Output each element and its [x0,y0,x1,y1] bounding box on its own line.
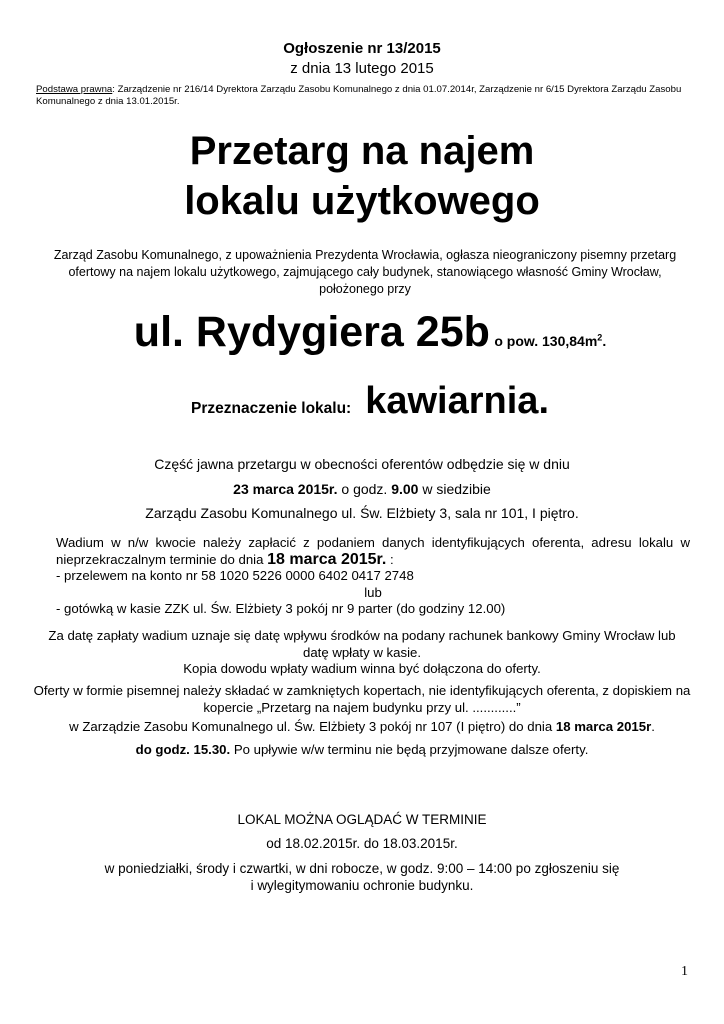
viewing-conditions-line-2: i wylegitymowaniu ochronie budynku. [250,878,474,893]
area-suffix: . [602,333,607,349]
offers-deadline: 18 marca 2015r [555,719,652,734]
property-purpose [40,380,700,423]
viewing-period: od 18.02.2015r. do 18.03.2015r. [266,836,458,851]
deposit-text [56,535,690,568]
legal-basis-label: Podstawa prawna [36,84,113,95]
offers-place [40,719,684,736]
viewing-heading: LOKAL MOŻNA OGLĄDAĆ W TERMINIE [237,812,487,827]
public-part-line-2 [36,481,688,497]
auction-time-prefix: o godz. [337,481,392,497]
public-part-line-1: Część jawna przetargu w obecności oferentów odbędzie się w dniu [154,456,570,472]
viewing-conditions-line-1: w poniedziałki, środy i czwartki, w dni robocze, w godz. 9:00 – 14:00 po zgłoszeniu się [104,861,620,876]
main-title-line-2: lokalu użytkowego [184,179,540,223]
intro-paragraph: Zarząd Zasobu Komunalnego, z upoważnienia Prezydenta Wrocławia, ogłasza nieograniczony pisemny przetarg ofertowy na najem lokalu użytkowego, zajmującego cały budynek, stanowiącego własność Gminy Wrocław, położonego przy [53,248,677,296]
offers-time-value: do godz. 15.30. [135,742,231,757]
offers-time-rest: Po upływie w/w terminu nie będą przyjmowane dalsze oferty. [230,742,589,757]
area-unit-sup: 2 [597,332,603,343]
offers-instructions: Oferty w formie pisemnej należy składać w zamkniętych kopertach, nie identyfikujących oferenta, z dopiskiem na kopercie „Przetarg na najem budynku przy ul. ............” [33,683,691,715]
auction-time-suffix: w siedzibie [418,481,491,497]
main-title-line-1: Przetarg na najem [189,129,535,173]
deposit-text-end: : [386,551,394,567]
property-area [494,333,606,349]
deposit-option-cash: - gotówką w kasie ZZK ul. Św. Elżbiety 3 pokój nr 9 parter (do godziny 12.00) [56,601,506,616]
deposit-section [56,535,690,618]
purpose-value: kawiarnia. [365,380,549,422]
main-title [36,126,688,226]
legal-basis [36,84,696,108]
auction-date: 23 marca 2015r. [233,481,338,497]
public-part-line-3: Zarządu Zasobu Komunalnego ul. Św. Elżbiety 3, sala nr 101, I piętro. [145,505,579,521]
offers-place-text: w Zarządzie Zasobu Komunalnego ul. Św. Elżbiety 3 pokój nr 107 (I piętro) do dnia [69,719,556,734]
payment-note [36,628,688,678]
payment-note-line-2: Kopia dowodu wpłaty wadium winna być dołączona do oferty. [183,661,541,676]
area-value: o pow. 130,84m [494,333,598,349]
deposit-or: lub [364,584,382,600]
page-number: 1 [681,964,688,979]
offers-place-end: . [651,719,655,734]
deposit-text-main: Wadium w n/w kwocie należy zapłacić z podaniem danych identyfikujących oferenta, adresu lokalu w nieprzekraczalnym terminie do dnia [56,535,690,567]
announcement-number: Ogłoszenie nr 13/2015 [283,40,441,57]
viewing-conditions [36,860,688,894]
deposit-deadline: 18 marca 2015r. [267,550,387,568]
auction-time: 9.00 [391,481,419,497]
announcement-date: z dnia 13 lutego 2015 [290,60,434,77]
payment-note-line-1: Za datę zapłaty wadium uznaje się datę wpływu środków na podany rachunek bankowy Gminy Wrocław lub datę wpłaty w kasie. [48,628,676,660]
property-address [40,308,700,357]
offers-time [40,742,684,759]
deposit-option-transfer: - przelewem na konto nr 58 1020 5226 0000 6402 0417 2748 [56,568,414,583]
legal-basis-text: : Zarządzenie nr 216/14 Dyrektora Zarządu Zasobu Komunalnego z dnia 01.07.2014r, Zarządzenie nr 6/15 Dyrektora Zarządu Zasobu Komunalnego z dnia 13.01.2015r. [36,84,682,107]
purpose-label: Przeznaczenie lokalu: [191,400,352,417]
street-address: ul. Rydygiera 25b [133,308,490,356]
